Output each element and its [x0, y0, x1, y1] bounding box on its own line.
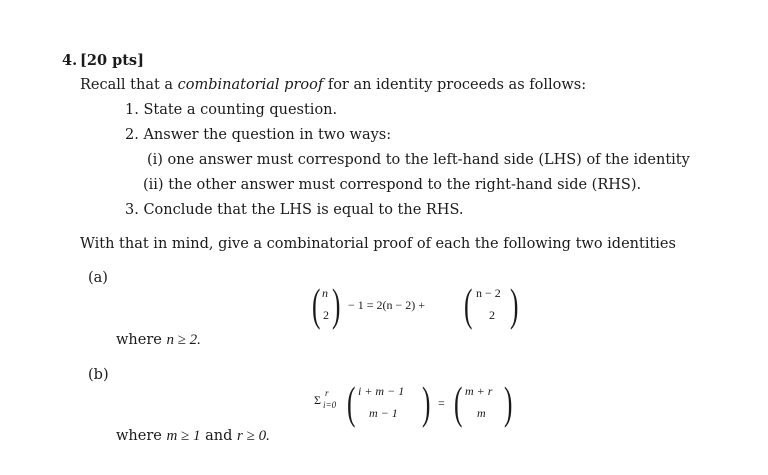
binom1-top: i + m − 1: [358, 384, 405, 398]
equals-sign: =: [438, 396, 445, 410]
right-paren-icon: ): [510, 279, 519, 330]
intro-post: for an identity proceeds as follows:: [323, 77, 587, 93]
step-2: 2. Answer the question in two ways:: [125, 127, 392, 143]
binom2-bottom: m: [477, 406, 486, 420]
part-b-condition: [116, 428, 270, 445]
binom2-top: m + r: [465, 384, 493, 398]
cond-and: and: [200, 428, 238, 444]
cond-m: m ≥ 1: [166, 428, 201, 444]
intro-pre: Recall that a: [80, 77, 178, 93]
instruction: With that in mind, give a combinatorial proof of each the following two identities: [80, 236, 676, 252]
cond-word: where: [116, 332, 167, 348]
part-a-condition: [116, 332, 201, 349]
binom1-bottom: m − 1: [369, 406, 398, 420]
binom2-top: n − 2: [476, 286, 501, 300]
part-a-middle: − 1 = 2(n − 2) +: [348, 298, 426, 312]
problem-number: 4.: [62, 52, 78, 69]
left-paren-icon: (: [312, 279, 321, 330]
intro-line: [80, 77, 586, 93]
cond-r: r ≥ 0.: [237, 428, 270, 444]
step-1: 1. State a counting question.: [125, 102, 338, 118]
right-paren-icon: ): [332, 279, 341, 330]
left-paren-icon: (: [454, 377, 463, 428]
step-3: 3. Conclude that the LHS is equal to the RHS.: [125, 202, 464, 218]
binom2-bottom: 2: [489, 308, 495, 322]
problem-points: [20 pts]: [80, 52, 144, 69]
cond-word: where: [116, 428, 167, 444]
cond-math: n ≥ 2.: [166, 332, 201, 348]
right-paren-icon: ): [504, 377, 513, 428]
substep-i: (i) one answer must correspond to the left-hand side (LHS) of the identity: [147, 152, 690, 168]
part-b-label: (b): [88, 367, 109, 383]
substep-ii: (ii) the other answer must correspond to the right-hand side (RHS).: [143, 177, 642, 193]
sigma-sub: i=0: [323, 400, 337, 410]
left-paren-icon: (: [464, 279, 473, 330]
sigma-icon: Σ: [314, 393, 321, 407]
left-paren-icon: (: [347, 377, 356, 428]
right-paren-icon: ): [422, 377, 431, 428]
part-a-label: (a): [88, 270, 108, 286]
binom1-top: n: [322, 286, 328, 300]
binom1-bottom: 2: [323, 308, 329, 322]
sigma-sup: r: [325, 388, 329, 398]
intro-emphasis: combinatorial proof: [177, 77, 324, 93]
